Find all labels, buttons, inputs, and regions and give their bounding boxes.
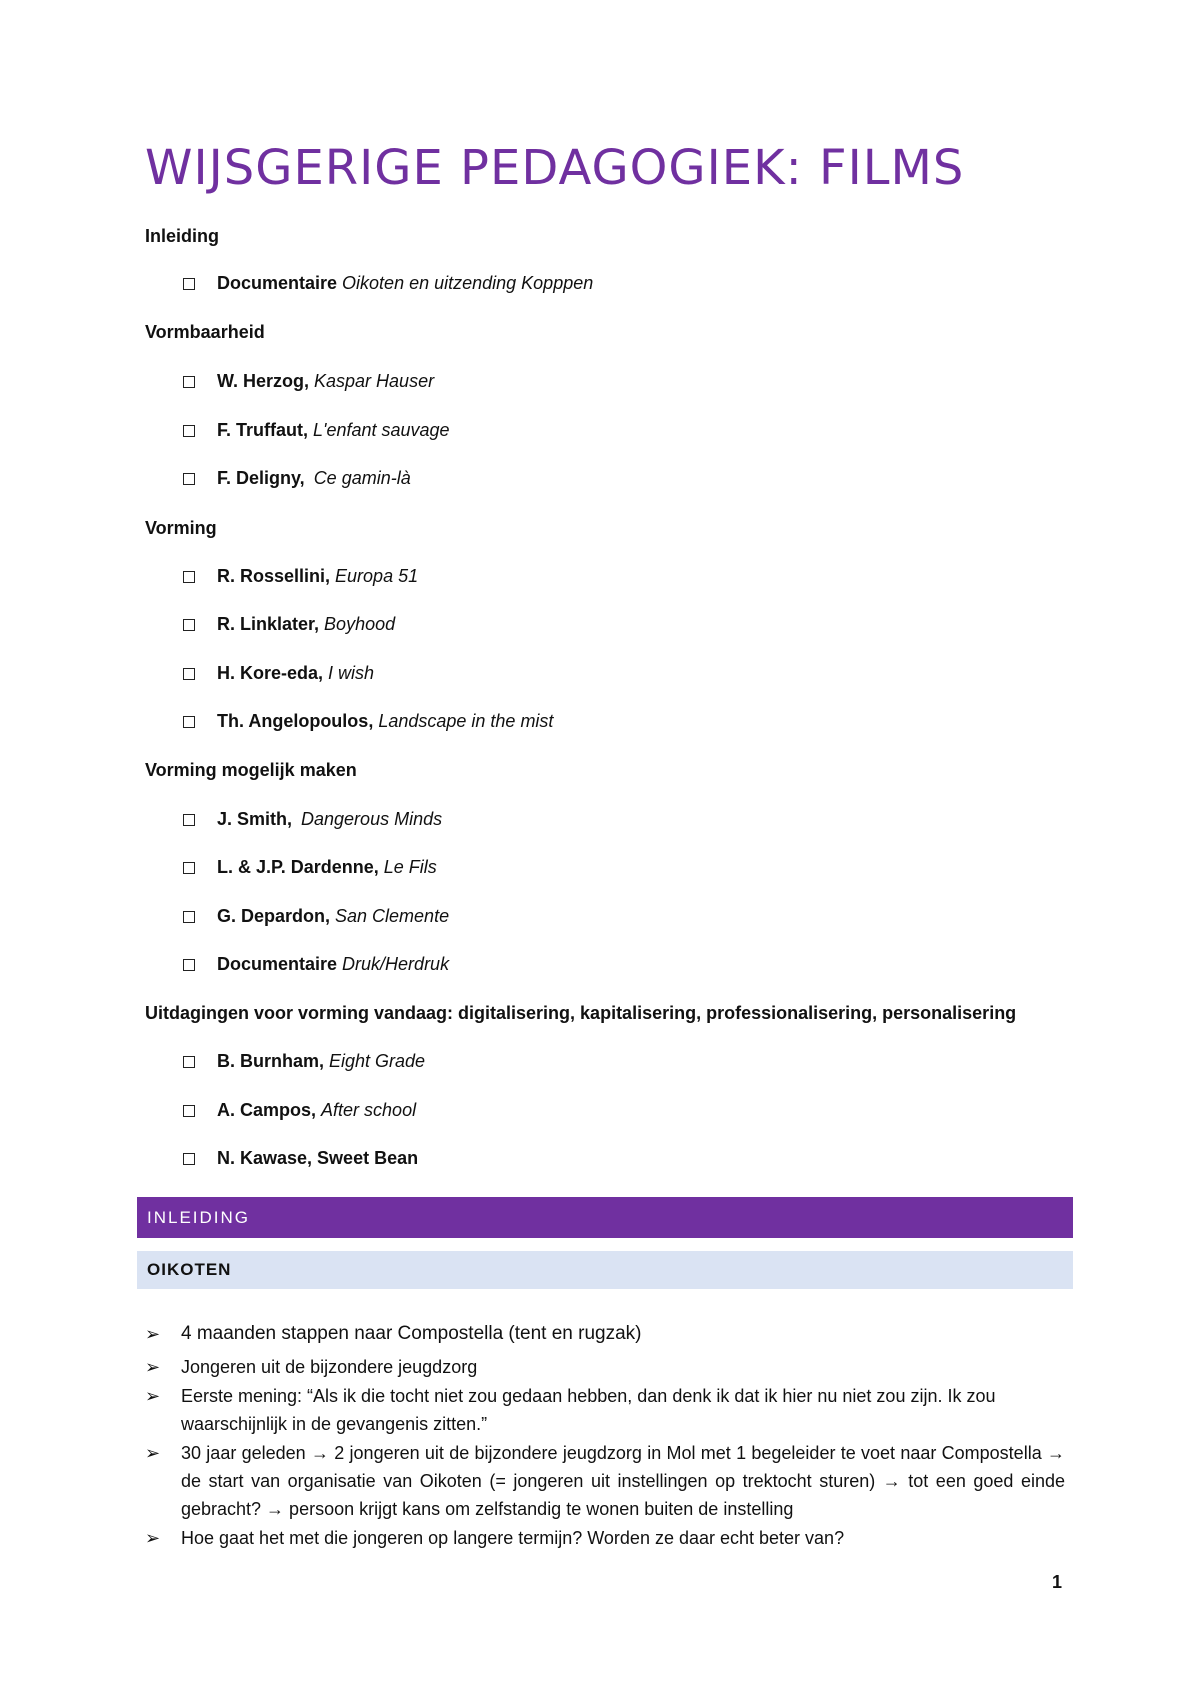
arrow-bullet-icon: ➢	[145, 1528, 161, 1548]
film-item	[183, 857, 437, 878]
film-title: San Clemente	[335, 906, 450, 926]
film-maker: L. & J.P. Dardenne,	[217, 857, 379, 877]
film-title: L'enfant sauvage	[313, 420, 450, 440]
film-title: Dangerous Minds	[301, 809, 443, 829]
checkbox-icon[interactable]	[183, 716, 195, 728]
arrow-bullet-icon: ➢	[145, 1386, 161, 1406]
film-item	[183, 663, 374, 684]
checkbox-icon[interactable]	[183, 473, 195, 485]
section-heading: Vorming	[145, 518, 217, 538]
arrow-bullet-icon: ➢	[145, 1443, 161, 1463]
film-title: After school	[321, 1100, 417, 1120]
film-maker: N. Kawase,	[217, 1148, 313, 1168]
film-item	[183, 371, 434, 392]
checkbox-icon[interactable]	[183, 571, 195, 583]
film-maker: Th. Angelopoulos,	[217, 711, 374, 731]
list-item: ➢ Hoe gaat het met die jongeren op langere termijn? Worden ze daar echt beter van?	[145, 1524, 1065, 1552]
checkbox-icon[interactable]	[183, 425, 195, 437]
checkbox-icon[interactable]	[183, 814, 195, 826]
arrow-bullet-icon: ➢	[145, 1357, 161, 1377]
section-heading: Vormbaarheid	[145, 322, 265, 342]
checkbox-icon[interactable]	[183, 278, 195, 290]
checkbox-icon[interactable]	[183, 862, 195, 874]
film-item	[183, 420, 450, 441]
film-maker: G. Depardon,	[217, 906, 331, 926]
film-title: Druk/Herdruk	[342, 954, 450, 974]
checkbox-icon[interactable]	[183, 1153, 195, 1165]
film-item	[183, 1148, 418, 1169]
film-title: Landscape in the mist	[378, 711, 554, 731]
film-title: Oikoten en uitzending Kopppen	[342, 273, 594, 293]
film-maker: A. Campos,	[217, 1100, 317, 1120]
section-heading: Inleiding	[145, 226, 219, 246]
checkbox-icon[interactable]	[183, 911, 195, 923]
page-number: 1	[1052, 1572, 1063, 1592]
list-item: ➢ 4 maanden stappen naar Compostella (tent en rugzak)	[145, 1320, 1065, 1348]
film-item	[183, 954, 449, 975]
film-item	[183, 273, 593, 294]
checkbox-icon[interactable]	[183, 1105, 195, 1117]
film-maker: F. Truffaut,	[217, 420, 308, 440]
checkbox-icon[interactable]	[183, 959, 195, 971]
film-title: Ce gamin-là	[313, 468, 411, 488]
checkbox-icon[interactable]	[183, 1056, 195, 1068]
film-item	[183, 614, 395, 635]
section-band-inleiding: INLEIDING	[137, 1197, 1073, 1238]
film-maker: Documentaire	[217, 273, 338, 293]
film-maker: B. Burnham,	[217, 1051, 325, 1071]
film-maker: R. Linklater,	[217, 614, 320, 634]
film-title: Europa 51	[335, 566, 419, 586]
film-title: Boyhood	[324, 614, 396, 634]
film-maker: W. Herzog,	[217, 371, 310, 391]
subsection-band-oikoten: OIKOTEN	[137, 1251, 1073, 1289]
film-item	[183, 1051, 425, 1072]
film-title: Eight Grade	[329, 1051, 426, 1071]
film-item	[183, 566, 418, 587]
film-item	[183, 1100, 416, 1121]
section-heading: Uitdagingen voor vorming vandaag: digitalisering, kapitalisering, professionalisering, personalisering	[145, 1003, 1017, 1023]
checkbox-icon[interactable]	[183, 619, 195, 631]
film-title: Kaspar Hauser	[314, 371, 435, 391]
film-item	[183, 809, 442, 830]
film-item	[183, 906, 449, 927]
arrow-bullet-icon: ➢	[145, 1324, 161, 1344]
document-title: WIJSGERIGE PEDAGOGIEK: FILMS	[145, 140, 965, 196]
checkbox-icon[interactable]	[183, 668, 195, 680]
film-title: I wish	[328, 663, 375, 683]
film-item	[183, 468, 411, 489]
film-item	[183, 711, 553, 732]
film-title: Le Fils	[383, 857, 437, 877]
list-item: ➢ Jongeren uit de bijzondere jeugdzorg	[145, 1353, 1065, 1381]
film-title: Sweet Bean	[317, 1148, 419, 1168]
list-item: ➢ 30 jaar geleden → 2 jongeren uit de bijzondere jeugdzorg in Mol met 1 begeleider te voet naar Compostella → de start van organisatie van Oikoten (= jongeren uit instellingen op trektocht sturen) → tot een goed einde gebracht? → persoon krijgt kans om zelfstandig te wonen buiten de instelling	[145, 1439, 1065, 1523]
film-maker: F. Deligny,	[217, 468, 305, 488]
film-maker: R. Rossellini,	[217, 566, 331, 586]
checkbox-icon[interactable]	[183, 376, 195, 388]
bullet-list	[145, 1320, 1065, 1553]
list-item: ➢ Eerste mening: “Als ik die tocht niet zou gedaan hebben, dan denk ik dat ik hier nu niet zou zijn. Ik zou waarschijnlijk in de gevangenis zitten.”	[145, 1382, 1065, 1438]
film-maker: Documentaire	[217, 954, 338, 974]
section-heading: Vorming mogelijk maken	[145, 760, 357, 780]
film-maker: J. Smith,	[217, 809, 293, 829]
film-maker: H. Kore-eda,	[217, 663, 324, 683]
